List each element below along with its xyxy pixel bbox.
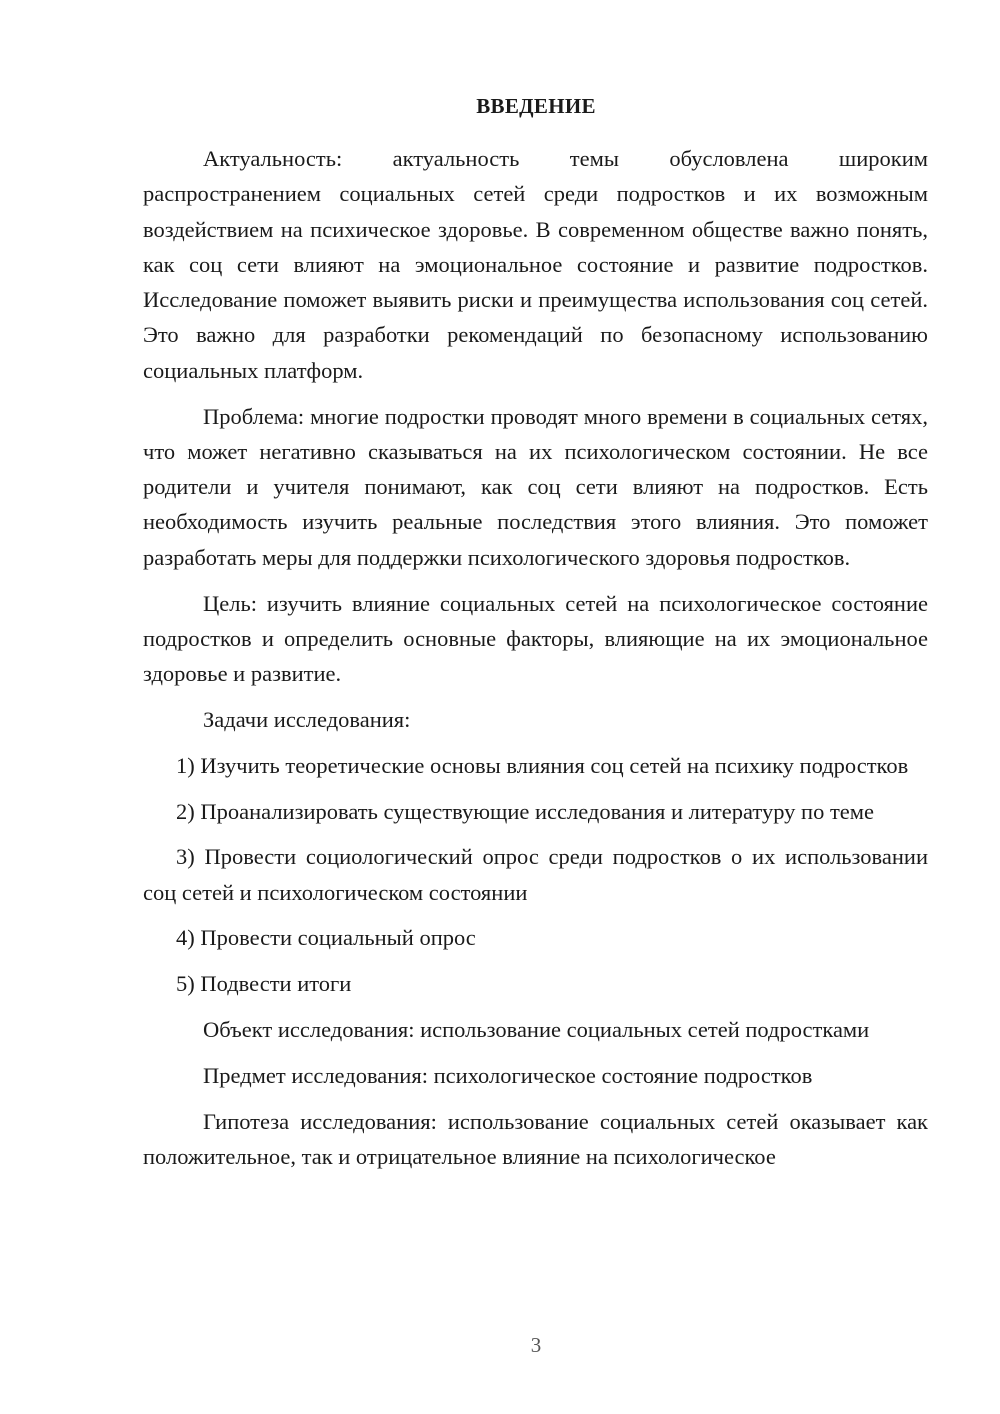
object-paragraph: Объект исследования: использование социальных сетей подростками (203, 1017, 870, 1043)
page-number: 3 (530, 1333, 542, 1357)
task-item-4: 4) Провести социальный опрос (176, 925, 476, 951)
task-item-1: 1) Изучить теоретические основы влияния соц сетей на психику подростков (176, 752, 909, 778)
task-item-3: 3) Провести социологический опрос среди подростков о их использовании соц сетей и психологическом состоянии (143, 844, 928, 905)
section-heading: ВВЕДЕНИЕ (476, 94, 596, 118)
hypothesis-paragraph: Гипотеза исследования: использование социальных сетей оказывает как положительное, так и отрицательное влияние на психологическое (143, 1108, 928, 1169)
relevance-paragraph: Актуальность: актуальность темы обусловлена широким распространением социальных сетей среди подростков и их возможным воздействием на психическое здоровье. В современном обществе важно понять, как соц сети влияют на эмоциональное состояние и развитие подростков. Исследование поможет выявить риски и преимущества использования соц сетей. Это важно для разработки рекомендаций по безопасному использованию социальных платформ. (143, 146, 928, 383)
task-item-5: 5) Подвести итоги (176, 971, 352, 997)
body-text (143, 141, 928, 1174)
subject-paragraph: Предмет исследования: психологическое состояние подростков (203, 1062, 813, 1088)
tasks-title: Задачи исследования: (203, 706, 411, 732)
task-item-2: 2) Проанализировать существующие исследования и литературу по теме (176, 798, 874, 824)
goal-paragraph: Цель: изучить влияние социальных сетей на психологическое состояние подростков и определить основные факторы, влияющие на их эмоциональное здоровье и развитие. (143, 590, 928, 687)
problem-paragraph: Проблема: многие подростки проводят много времени в социальных сетях, что может негативно сказываться на их психологическом состоянии. Не все родители и учителя понимают, как соц сети влияют на подростков. Есть необходимость изучить реальные последствия этого влияния. Это поможет разработать меры для поддержки психологического здоровья подростков. (143, 403, 928, 570)
